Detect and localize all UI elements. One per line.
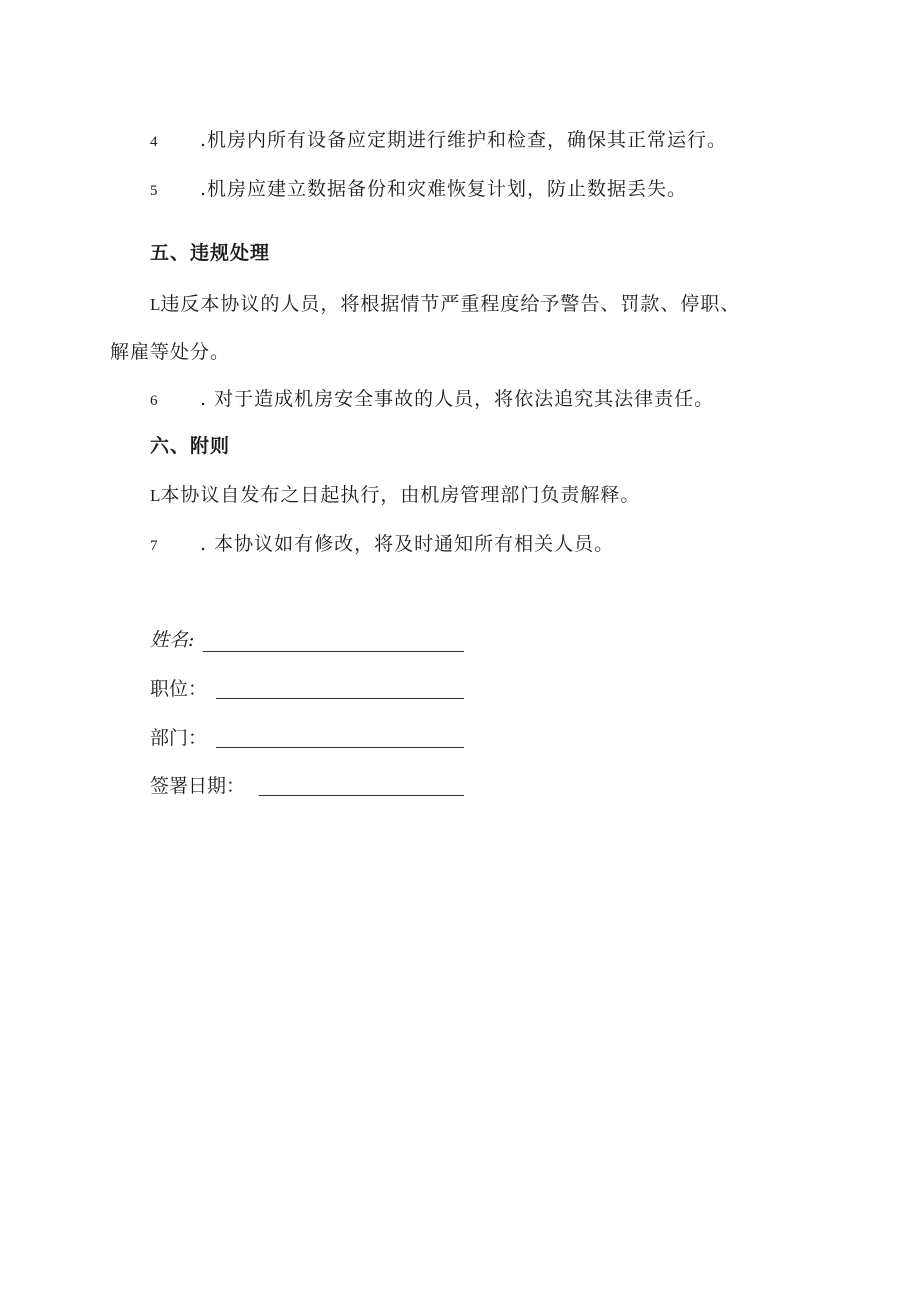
list-item-4: [150, 126, 727, 156]
paragraph-prefix: L: [150, 486, 161, 505]
name-blank-line[interactable]: [203, 651, 464, 652]
item-number: 7: [150, 538, 159, 554]
section-heading-appendix: 六、附则: [150, 435, 231, 457]
paragraph-text: 本协议自发布之日起执行，由机房管理部门负责解释。: [160, 484, 641, 506]
item-text: . 本协议如有修改，将及时通知所有相关人员。: [200, 533, 615, 555]
list-item-7: [150, 530, 614, 560]
position-blank-line[interactable]: [216, 698, 464, 699]
appendix-paragraph: [150, 481, 640, 510]
item-number: 5: [150, 183, 159, 199]
item-number: 6: [150, 393, 159, 409]
list-item-6: [150, 385, 714, 415]
signature-date-row: [150, 772, 245, 800]
date-blank-line[interactable]: [259, 795, 464, 796]
paragraph-prefix: L: [150, 295, 161, 314]
paragraph-text: 违反本协议的人员，将根据情节严重程度给予警告、罚款、停职、: [160, 293, 741, 315]
item-text: .机房应建立数据备份和灾难恢复计划，防止数据丢失。: [200, 178, 688, 200]
date-label: 签署日期：: [150, 775, 246, 797]
position-label: 职位：: [150, 678, 208, 700]
list-item-5: [150, 175, 687, 205]
item-number: 4: [150, 134, 159, 150]
name-label: 姓名:: [150, 629, 195, 651]
violation-paragraph-line-2: 解雇等处分。: [110, 341, 231, 363]
item-text: . 对于造成机房安全事故的人员，将依法追究其法律责任。: [200, 388, 715, 410]
department-label: 部门：: [150, 727, 208, 749]
department-blank-line[interactable]: [216, 747, 464, 748]
item-text: .机房内所有设备应定期进行维护和检查，确保其正常运行。: [200, 129, 728, 151]
violation-paragraph-line-1: [150, 290, 740, 319]
section-heading-violations: 五、违规处理: [150, 242, 271, 264]
signature-department-row: [150, 724, 207, 752]
signature-name-row: [150, 626, 194, 654]
signature-position-row: [150, 675, 207, 703]
